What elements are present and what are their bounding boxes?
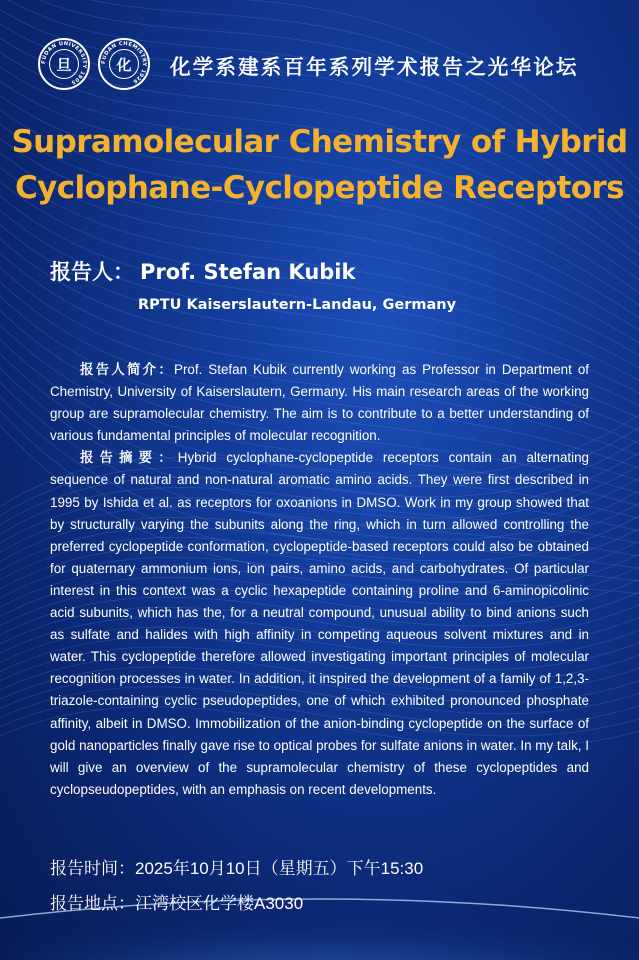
speaker-row bbox=[50, 256, 355, 286]
description bbox=[50, 359, 589, 801]
talk-title bbox=[0, 119, 639, 211]
event-time bbox=[50, 854, 423, 879]
place-label: 报告地点： bbox=[50, 894, 135, 913]
fudan-university-logo bbox=[38, 38, 90, 90]
logos bbox=[38, 38, 150, 90]
abstract-paragraph bbox=[50, 447, 589, 801]
chemistry-logo-center: 化 bbox=[109, 49, 139, 79]
speaker-affiliation: RPTU Kaiserslautern-Landau, Germany bbox=[138, 297, 457, 313]
series-title: 化学系建系百年系列学术报告之光华论坛 bbox=[170, 56, 579, 79]
fudan-chemistry-logo bbox=[98, 38, 150, 90]
svg-text:FUDAN UNIVERSITY 1905: FUDAN UNIVERSITY 1905 bbox=[40, 40, 88, 86]
talk-title-line-2: Cyclophane-Cyclopeptide Receptors bbox=[14, 170, 625, 206]
time-label: 报告时间： bbox=[50, 859, 135, 878]
talk-title-line-1: Supramolecular Chemistry of Hybrid bbox=[11, 124, 628, 160]
abstract-label: 报告摘要： bbox=[80, 450, 178, 466]
bio-label: 报告人简介： bbox=[80, 362, 175, 377]
bio-text: Prof. Stefan Kubik currently working as Professor in Department of Chemistry, University of Kaiserslautern, Germany. His main research areas of the working group are supramolecular chemistry. The aim is to contribute to a better understanding of various fundamental principles of molecular recognition. bbox=[50, 362, 589, 444]
speaker-label: 报告人： bbox=[50, 261, 134, 284]
svg-text:FUDAN CHEMISTRY 1926: FUDAN CHEMISTRY 1926 bbox=[100, 40, 148, 85]
bio-paragraph bbox=[50, 359, 589, 447]
fudan-university-ring bbox=[40, 40, 88, 88]
event-place bbox=[50, 889, 303, 914]
abstract-text: Hybrid cyclophane-cyclopeptide receptors contain an alternating sequence of natural and non-natural aromatic amino acids. They were first described in 1995 by Ishida et al. as receptors for oxoanions in DMSO. Work in my group showed that by structurally varying the subunits along the ring, which in turn allowed controlling the preferred cyclopeptide conformation, cyclopeptide-based receptors could also be obtained for quaternary ammonium ions, ion pairs, amino acids, and carbohydrates. Of particular interest in this context was a cyclic hexapeptide containing proline and 6-aminopicolinic acid subunits, which has the, for a neutral compound, unusual ability to bind anions such as sulfate and halides with high affinity in competing aqueous solvent mixtures and in water. This cyclopeptide therefore allowed investigating important principles of molecular recognition processes in water. In addition, it inspired the development of a family of 1,2,3-triazole-containing cyclic pseudopeptides, one of which exhibited pronounced phosphate affinity, albeit in DMSO. Immobilization of the anion-binding cyclopeptide on the surface of gold nanoparticles finally gave rise to optical probes for sulfate anions in water. In my talk, I will give an overview of the supramolecular chemistry of these cyclopeptides and cyclopseudopeptides, with an emphasis on recent developments. bbox=[50, 450, 589, 797]
fudan-logo-center: 旦 bbox=[49, 49, 79, 79]
fudan-chemistry-ring bbox=[100, 40, 148, 88]
place-value: 江湾校区化学楼A3030 bbox=[135, 894, 304, 913]
speaker-name: Prof. Stefan Kubik bbox=[140, 260, 356, 284]
time-value: 2025年10月10日（星期五）下午15:30 bbox=[135, 859, 424, 878]
